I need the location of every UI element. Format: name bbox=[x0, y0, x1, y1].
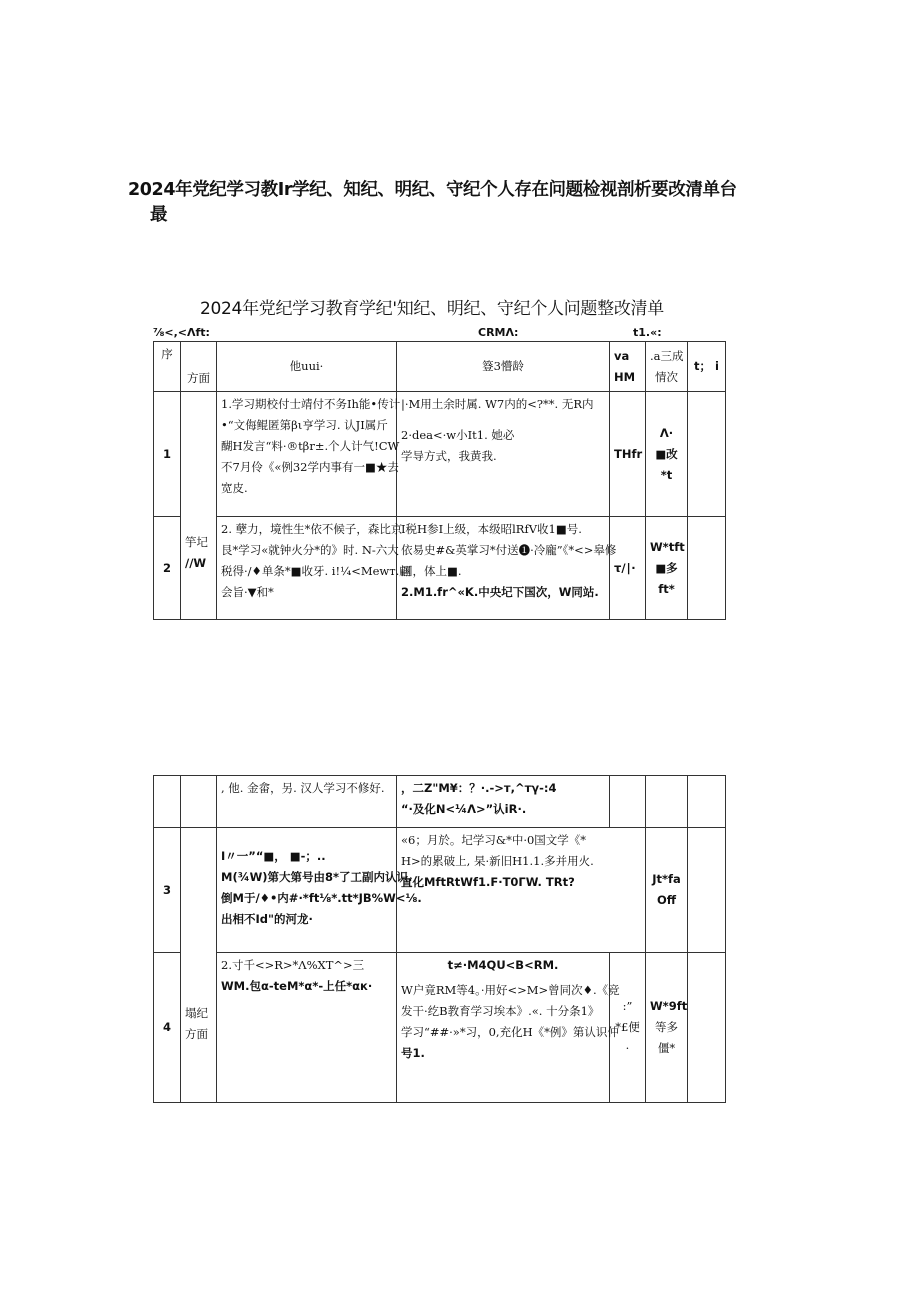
table-row bbox=[154, 776, 726, 828]
measure-line: 国，体上■. bbox=[401, 564, 462, 578]
status-line: Off bbox=[656, 893, 677, 907]
row-seq-value: 3 bbox=[162, 882, 171, 897]
problem-line: 会旨·▼和* bbox=[221, 585, 274, 599]
header-note bbox=[688, 342, 726, 392]
row-time-value: THfr bbox=[614, 446, 643, 461]
document-title bbox=[128, 178, 748, 228]
problem-line: 不7月伶《«例32学内事有一■★去 bbox=[221, 460, 399, 474]
measure-line: I税H参I上级，本级昭lRfV收1■号. bbox=[401, 522, 582, 536]
status-line: Jt*fa bbox=[652, 872, 681, 886]
header-time-line2: HM bbox=[614, 369, 636, 384]
header-seq bbox=[154, 342, 181, 392]
row-status bbox=[646, 953, 688, 1103]
row-status bbox=[646, 828, 688, 953]
status-line: 等多 bbox=[655, 1020, 678, 1034]
table-row bbox=[154, 828, 726, 953]
problem-line: , 他. 金畲，另. 汉人学习不修好. bbox=[221, 781, 385, 795]
problem-line: 倒M于/♦•内#·*ft⅛*.tt*JB%W<⅛. bbox=[221, 891, 422, 905]
status-line: ft* bbox=[658, 581, 675, 596]
status-line: W*tft bbox=[650, 539, 685, 554]
rectification-table-page1 bbox=[153, 341, 726, 620]
status-line: ■改 bbox=[655, 446, 678, 461]
rectification-table-page2 bbox=[153, 775, 726, 1103]
problem-line: I〃一”“■， ■-；.. bbox=[221, 849, 326, 863]
problem-line: 出相不Id"的河龙· bbox=[221, 912, 313, 926]
row-aspect-line2: 方面 bbox=[185, 1027, 208, 1041]
meta-left: ⅞<,<Λft: bbox=[153, 326, 210, 339]
table-header-row bbox=[154, 342, 726, 392]
table-title: 2024年党纪学习教育学纪'知纪、明纪、守纪个人问题整改清单 bbox=[200, 299, 664, 319]
row-seq bbox=[154, 392, 181, 517]
row-aspect-line1: 塌纪 bbox=[185, 1006, 208, 1020]
status-line: *t bbox=[660, 467, 673, 482]
row-seq bbox=[154, 517, 181, 620]
row-seq-value: 1 bbox=[162, 446, 171, 461]
row-status bbox=[646, 517, 688, 620]
measure-line: 2.M1.fr^«K.中央圮下国次，W同站. bbox=[401, 585, 599, 599]
header-time bbox=[610, 342, 646, 392]
row-note bbox=[688, 776, 726, 828]
problem-line: 2.寸千<>R>*Λ%XT^>三 bbox=[221, 958, 365, 972]
row-aspect bbox=[181, 828, 217, 1103]
measure-line: t≠·M4QU<B<RM. bbox=[447, 958, 559, 972]
header-time-line1: va bbox=[614, 348, 630, 363]
problem-line: 1.学习期校付士靖付不务Ih能•传计 bbox=[221, 397, 401, 411]
row-aspect bbox=[181, 392, 217, 620]
measure-line: “·及化N<¼Λ>”认iR·. bbox=[401, 802, 527, 816]
row-measure bbox=[397, 953, 620, 1103]
header-seq-label: 序 bbox=[161, 347, 173, 361]
row-note bbox=[688, 392, 726, 517]
measure-line: «6；月於。圮学习&*中·0国文学《* bbox=[401, 833, 587, 847]
row-time bbox=[610, 392, 646, 517]
row-seq-value: 2 bbox=[162, 560, 171, 575]
document-title-line2: 最 bbox=[150, 205, 168, 225]
table-row bbox=[154, 392, 726, 517]
row-note bbox=[688, 828, 726, 953]
measure-line: 直化MftRtWf1.F·T0ΓW. TRt? bbox=[401, 875, 575, 889]
row-status bbox=[646, 776, 688, 828]
header-aspect-label: 方面 bbox=[187, 371, 210, 385]
measure-line: 2·dea<·w小It1. 她必 bbox=[401, 428, 515, 442]
problem-line: •“文侮鲲匿第βι亨学习. 认JI属斤 bbox=[221, 418, 388, 432]
header-measure-label: 簦3懵龄 bbox=[482, 359, 524, 373]
header-status-line2: 情次 bbox=[655, 369, 678, 384]
row-status bbox=[646, 392, 688, 517]
header-problem bbox=[217, 342, 397, 392]
row-time bbox=[610, 517, 646, 620]
status-line: W*9ft bbox=[650, 999, 688, 1013]
table-row bbox=[154, 953, 726, 1103]
header-status bbox=[646, 342, 688, 392]
row-problem bbox=[217, 392, 401, 517]
header-aspect bbox=[181, 342, 217, 392]
measure-line: 学习“##·»*习，0,充化H《*例》第认识仲 bbox=[401, 1025, 619, 1039]
row-aspect-line2: ∕∕W bbox=[185, 555, 207, 570]
status-line: 僵* bbox=[657, 1041, 676, 1055]
row-seq bbox=[154, 953, 181, 1103]
row-problem bbox=[217, 828, 422, 953]
measure-line: |·M用土余时属. W7内的<?**. 无R内 bbox=[401, 397, 594, 411]
row-aspect bbox=[181, 776, 217, 828]
header-measure bbox=[397, 342, 610, 392]
row-note bbox=[688, 517, 726, 620]
time-line: · bbox=[625, 1041, 630, 1055]
row-measure bbox=[397, 828, 646, 953]
row-measure bbox=[397, 392, 610, 517]
header-problem-label: 他uui· bbox=[289, 359, 324, 373]
meta-right: t1.«: bbox=[633, 326, 662, 339]
meta-center: CRMΛ: bbox=[478, 326, 519, 339]
problem-line: M(¾W)第大第号由8*了工副内认识. bbox=[221, 870, 413, 884]
measure-line: 发干·纥B教育学习埃本》.«. 十分条1》 bbox=[401, 1004, 600, 1018]
measure-line: 依易史#&英掌习*付送❶·冷龐”《*<>皋修 bbox=[401, 543, 617, 557]
row-problem bbox=[217, 517, 411, 620]
measure-line: H>的累破上, 杲·新旧H1.1.多并用火. bbox=[401, 854, 594, 868]
measure-line: ，二Z"M¥：？·.->т,^тγ-:4 bbox=[401, 781, 557, 795]
table-row bbox=[154, 517, 726, 620]
measure-line: 号1. bbox=[401, 1046, 425, 1060]
document-title-line1: 2024年党纪学习教Ir学纪、知纪、明纪、守纪个人存在问题检视剖析要改清单台 bbox=[128, 180, 737, 200]
row-time bbox=[610, 953, 646, 1103]
row-seq bbox=[154, 776, 181, 828]
row-measure bbox=[397, 517, 617, 620]
measure-line: W户竟RM等4。·用好<>M>曾同次♦.《竞 bbox=[401, 983, 620, 997]
time-line: *£便 bbox=[615, 1020, 640, 1034]
row-time-value: τ/∣· bbox=[614, 560, 636, 575]
row-seq bbox=[154, 828, 181, 953]
row-problem bbox=[217, 953, 397, 1103]
row-seq-value: 4 bbox=[162, 1020, 171, 1034]
problem-line: WM.包α-teM*α*-上任*αк· bbox=[221, 979, 373, 993]
time-line: :” bbox=[622, 999, 633, 1013]
header-status-line1: .a三成 bbox=[650, 348, 684, 363]
problem-line: 醐H发言“料·®tβr±.个人计气!CW bbox=[221, 439, 400, 453]
measure-line: 学导方式，我黄我. bbox=[401, 449, 497, 463]
problem-line: 2. 孽力，境性生*依不候子，森比京 bbox=[221, 522, 403, 536]
problem-line: 税得·/♦单条*■收牙. i!¼<Mewт.翩 bbox=[221, 564, 411, 578]
status-line: Λ· bbox=[659, 425, 674, 440]
row-time bbox=[610, 776, 646, 828]
row-aspect-line1: 竽圮 bbox=[185, 534, 208, 549]
problem-line: 艮*学习«就钟火分*的》时. N-六大 bbox=[221, 543, 399, 557]
row-note bbox=[688, 953, 726, 1103]
status-line: ■多 bbox=[655, 560, 678, 575]
problem-line: 宽皮. bbox=[221, 481, 248, 495]
header-note-label: t； i bbox=[694, 359, 719, 373]
row-problem bbox=[217, 776, 397, 828]
row-measure bbox=[397, 776, 610, 828]
